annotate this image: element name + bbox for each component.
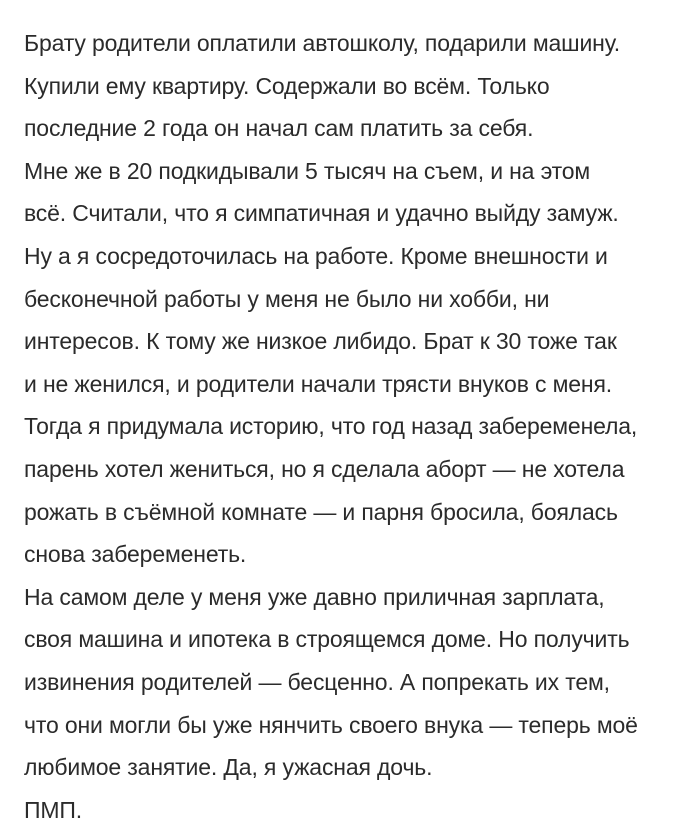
text-line: снова забеременеть. [24, 541, 247, 568]
text-line: всё. Считали, что я симпатичная и удачно выйду замуж. [24, 200, 619, 227]
text-line: Брату родители оплатили автошколу, подарили машину. [24, 30, 620, 56]
text-line: парень хотел жениться, но я сделала аборт — не хотела [24, 455, 625, 482]
text-line: Ну а я сосредоточилась на работе. Кроме внешности и [24, 242, 608, 269]
text-line: своя машина и ипотека в строящемся доме. Но получить [24, 626, 630, 653]
text-line: извинения родителей — бесценно. А попрекать их тем, [24, 668, 610, 695]
text-line: любимое занятие. Да, я ужасная дочь. [24, 754, 433, 781]
text-line: интересов. К тому же низкое либидо. Брат к 30 тоже так [24, 328, 617, 355]
text-line: последние 2 года он начал сам платить за себя. [24, 115, 534, 142]
post-text [24, 22, 694, 831]
signature: ПМП. [24, 796, 83, 823]
text-line: что они могли бы уже нянчить своего внука — теперь моё [24, 711, 638, 738]
text-line: бесконечной работы у меня не было ни хобби, ни [24, 285, 550, 312]
text-line: На самом деле у меня уже давно приличная зарплата, [24, 583, 605, 610]
text-line: Купили ему квартиру. Содержали во всём. Только [24, 72, 550, 99]
text-line: рожать в съёмной комнате — и парня бросила, боялась [24, 498, 618, 525]
text-line: и не женился, и родители начали трясти внуков с меня. [24, 370, 612, 397]
text-line: Мне же в 20 подкидывали 5 тысяч на съем, и на этом [24, 157, 591, 184]
text-line: Тогда я придумала историю, что год назад забеременела, [24, 413, 638, 440]
